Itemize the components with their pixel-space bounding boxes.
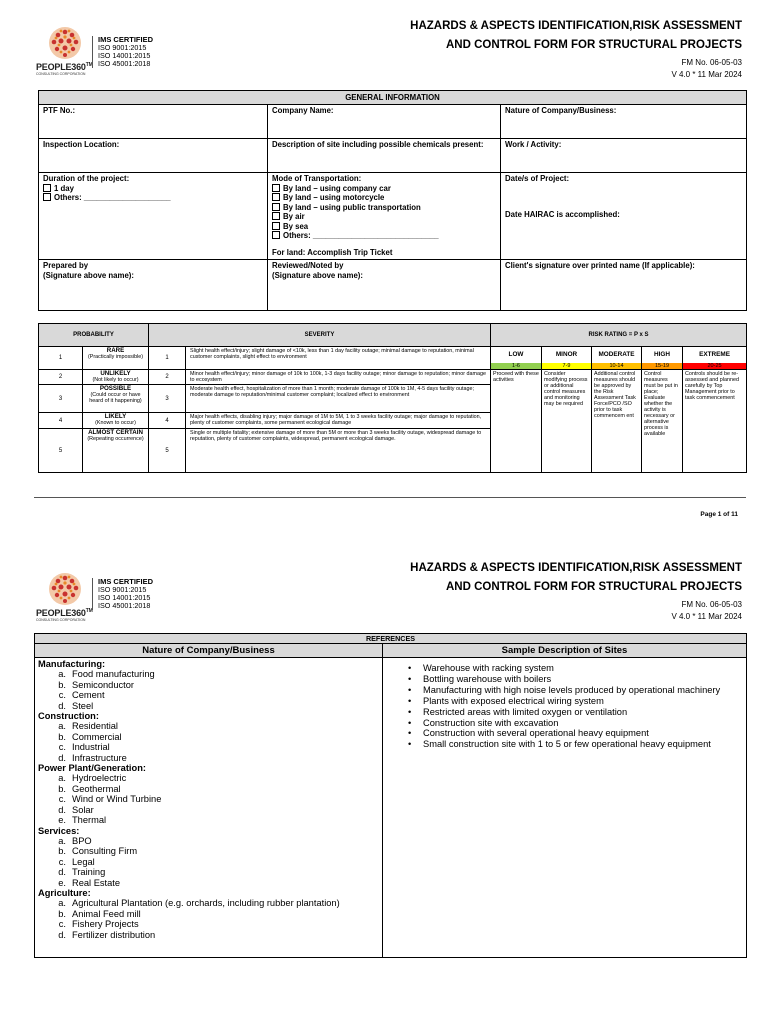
level-moderate: MODERATE (592, 347, 642, 363)
business-subtype-list (38, 721, 379, 763)
form-number: FM No. 06-05-03 (681, 600, 742, 609)
list-item: c. Fishery Projects (58, 919, 139, 930)
list-item: • Manufacturing with high noise levels produced by operational machinery (408, 685, 743, 696)
general-information-table (38, 90, 747, 311)
level-high: HIGH (642, 347, 683, 363)
form-title-line-2: AND CONTROL FORM FOR STRUCTURAL PROJECTS (445, 39, 742, 51)
list-item: b. Consulting Firm (58, 846, 138, 857)
general-information-title: GENERAL INFORMATION (39, 91, 747, 105)
list-item: a. Residential (58, 721, 118, 732)
checkbox[interactable] (272, 231, 280, 239)
list-item: b. Commercial (58, 731, 122, 742)
prepared-by-field[interactable]: Prepared by (Signature above name): (39, 260, 268, 311)
severity-description: Slight health effect/injury; slight damage of <10k, less than 1 day facility outage; minimal damage to reputation, minimal customer complaints, slight effect to environment (186, 347, 491, 370)
site-descriptions-cell (383, 658, 747, 958)
severity-description: Minor health effect/injury; minor damage of 10k to 100k, 1-3 days facility outage; minor damage to reputation; minor damage to ecosystem (186, 370, 491, 385)
minor-action: Consider modifying process or additional control measures and monitoring may be required (542, 370, 592, 473)
ptf-no-field[interactable]: PTF No.: (39, 105, 268, 139)
nature-of-business-field[interactable]: Nature of Company/Business: (501, 105, 747, 139)
list-item: e. Real Estate (58, 877, 121, 888)
severity-value: 4 (149, 413, 186, 429)
document-header (410, 17, 742, 81)
checkbox[interactable] (272, 212, 280, 220)
logo-subtitle: CONSULTING CORPORATION (36, 618, 86, 622)
severity-description: Single or multiple fatality; extensive damage of more than 5M or more than 3 weeks facility outage, widespread damage to reputation, plenty of customer complaints, widespread, permanent ecological damage. (186, 429, 491, 473)
probability-value: 2 (39, 370, 83, 385)
site-description-field[interactable]: Description of site including possible chemicals present: (268, 139, 501, 173)
business-category: Power Plant/Generation: (38, 763, 146, 774)
probability-label: ALMOST CERTAIN (Repeating occurrence) (83, 429, 149, 473)
probability-label: POSSIBLE (Could occur or have heard of it happening) (83, 385, 149, 413)
form-title-line-2: AND CONTROL FORM FOR STRUCTURAL PROJECTS (445, 581, 742, 593)
sites-column-header: Sample Description of Sites (383, 644, 747, 658)
list-item: d. Fertilizer distribution (58, 929, 156, 940)
reviewed-by-field[interactable]: Reviewed/Noted by (Signature above name): (268, 260, 501, 311)
inspection-location-field[interactable]: Inspection Location: (39, 139, 268, 173)
list-item: • Construction with several operational heavy equipment (408, 728, 743, 739)
probability-value: 5 (39, 429, 83, 473)
client-signature-field[interactable]: Client's signature over printed name (If applicable): (501, 260, 747, 311)
probability-value: 1 (39, 347, 83, 370)
moderate-action: Additional control measures should be approved by the Risk Assessment Task Force/PCO /SO prior to task commencem ent (592, 370, 642, 473)
probability-header: PROBABILITY (39, 324, 149, 347)
probability-value: 3 (39, 385, 83, 413)
list-item: • Construction site with excavation (408, 718, 743, 729)
checkbox[interactable] (43, 193, 51, 201)
list-item: c. Cement (58, 690, 105, 701)
document-header (410, 559, 742, 623)
list-item: c. Legal (58, 856, 95, 867)
severity-value: 3 (149, 385, 186, 413)
range-minor: 7-9 (542, 363, 592, 370)
list-item: e. Thermal (58, 815, 107, 826)
list-item: • Plants with exposed electrical wiring system (408, 696, 743, 707)
business-category: Services: (38, 825, 80, 836)
list-item: d. Infrastructure (58, 752, 127, 763)
severity-description: Major health effects, disabling injury; major damage of 1M to 5M, 1 to 3 weeks facility outage; major damage to reputation, plenty of customer complaints, some permanent ecological damage (186, 413, 491, 429)
probability-label: UNLIKELY (Not likely to occur) (83, 370, 149, 385)
severity-value: 2 (149, 370, 186, 385)
transportation-field: Mode of Transportation: By land – using company car By land – using motorcycle By land – using public transportation By air By sea Others: _____________________________ For land: Accomplish Trip Ticket (268, 173, 501, 260)
list-item: c. Industrial (58, 742, 110, 753)
logo-subtitle: CONSULTING CORPORATION (36, 72, 86, 76)
business-subtype-list (38, 669, 379, 711)
list-item: • Small construction site with 1 to 5 or few operational heavy equipment (408, 739, 743, 750)
probability-value: 4 (39, 413, 83, 429)
risk-rating-header: RISK RATING = P x S (491, 324, 747, 347)
duration-field: Duration of the project: 1 day Others: ____________________ (39, 173, 268, 260)
references-table (34, 633, 747, 958)
logo-wordmark: PEOPLE360™ (36, 608, 93, 618)
ims-certification: IMS CERTIFIED ISO 9001:2015 ISO 14001:2015 ISO 45001:2018 (92, 578, 153, 610)
severity-description: Moderate health effect, hospitalization of more than 1 month; moderate damage of 100k to 1M, 4-5 days facility outage; moderate damage to reputation/minimal customer complaint; localized effect to environment (186, 385, 491, 413)
globe-logo-icon (48, 572, 82, 606)
checkbox[interactable] (43, 184, 51, 192)
list-item: a. Hydroelectric (58, 773, 127, 784)
list-item: b. Geothermal (58, 783, 121, 794)
form-number: FM No. 06-05-03 (681, 58, 742, 67)
high-action: Control measures must be put in place; Evaluate whether the activity is necessary or alternative process is available (642, 370, 683, 473)
business-types-cell (35, 658, 383, 958)
list-item: d. Solar (58, 804, 94, 815)
level-extreme: EXTREME (683, 347, 747, 363)
range-high: 15-19 (642, 363, 683, 370)
severity-header: SEVERITY (149, 324, 491, 347)
footer-rule (34, 497, 746, 498)
low-action: Proceed with these activities (491, 370, 542, 473)
probability-label: RARE (Practically impossible) (83, 347, 149, 370)
globe-logo-icon (48, 26, 82, 60)
list-item: d. Steel (58, 700, 94, 711)
list-item: a. Agricultural Plantation (e.g. orchards, including rubber plantation) (58, 898, 340, 909)
checkbox[interactable] (272, 184, 280, 192)
list-item: • Warehouse with racking system (408, 663, 743, 674)
list-item: • Restricted areas with limited oxygen or ventilation (408, 707, 743, 718)
form-title-line-1: HAZARDS & ASPECTS IDENTIFICATION,RISK ASSESSMENT (410, 562, 742, 574)
ims-certification: IMS CERTIFIED ISO 9001:2015 ISO 14001:2015 ISO 45001:2018 (92, 36, 153, 68)
list-item: a. BPO (58, 835, 92, 846)
references-title: REFERENCES (35, 634, 747, 644)
business-category: Agriculture: (38, 887, 91, 898)
range-low: 1-6 (491, 363, 542, 370)
range-extreme: 20-25 (683, 363, 747, 370)
business-subtype-list (38, 898, 379, 940)
checkbox[interactable] (272, 222, 280, 230)
probability-label: LIKELY (Known to occur) (83, 413, 149, 429)
company-logo (36, 570, 94, 620)
risk-rating-table (38, 323, 747, 473)
form-title-line-1: HAZARDS & ASPECTS IDENTIFICATION,RISK ASSESSMENT (410, 20, 742, 32)
list-item: a. Food manufacturing (58, 669, 155, 680)
checkbox[interactable] (272, 203, 280, 211)
level-low: LOW (491, 347, 542, 363)
logo-wordmark: PEOPLE360™ (36, 62, 93, 72)
business-subtype-list (38, 836, 379, 888)
list-item: c. Wind or Wind Turbine (58, 794, 162, 805)
business-subtype-list (38, 773, 379, 825)
extreme-action: Controls should be re-assessed and planned carefully by Top Management prior to task commencement (683, 370, 747, 473)
severity-value: 5 (149, 429, 186, 473)
list-item: b. Animal Feed mill (58, 908, 141, 919)
project-dates-field[interactable]: Date/s of Project: Date HAIRAC is accomplished: (501, 173, 747, 260)
company-name-field[interactable]: Company Name: (268, 105, 501, 139)
list-item: d. Training (58, 867, 106, 878)
severity-value: 1 (149, 347, 186, 370)
range-moderate: 10-14 (592, 363, 642, 370)
form-version: V 4.0 * 11 Mar 2024 (671, 70, 742, 79)
nature-column-header: Nature of Company/Business (35, 644, 383, 658)
company-logo (36, 24, 94, 74)
list-item: b. Semiconductor (58, 679, 135, 690)
business-category: Manufacturing: (38, 659, 106, 669)
list-item: • Bottling warehouse with boilers (408, 674, 743, 685)
level-minor: MINOR (542, 347, 592, 363)
form-version: V 4.0 * 11 Mar 2024 (671, 612, 742, 621)
business-category: Construction: (38, 711, 99, 722)
work-activity-field[interactable]: Work / Activity: (501, 139, 747, 173)
form-page-2 (0, 548, 768, 1024)
page-number: Page 1 of 11 (700, 511, 738, 518)
checkbox[interactable] (272, 193, 280, 201)
